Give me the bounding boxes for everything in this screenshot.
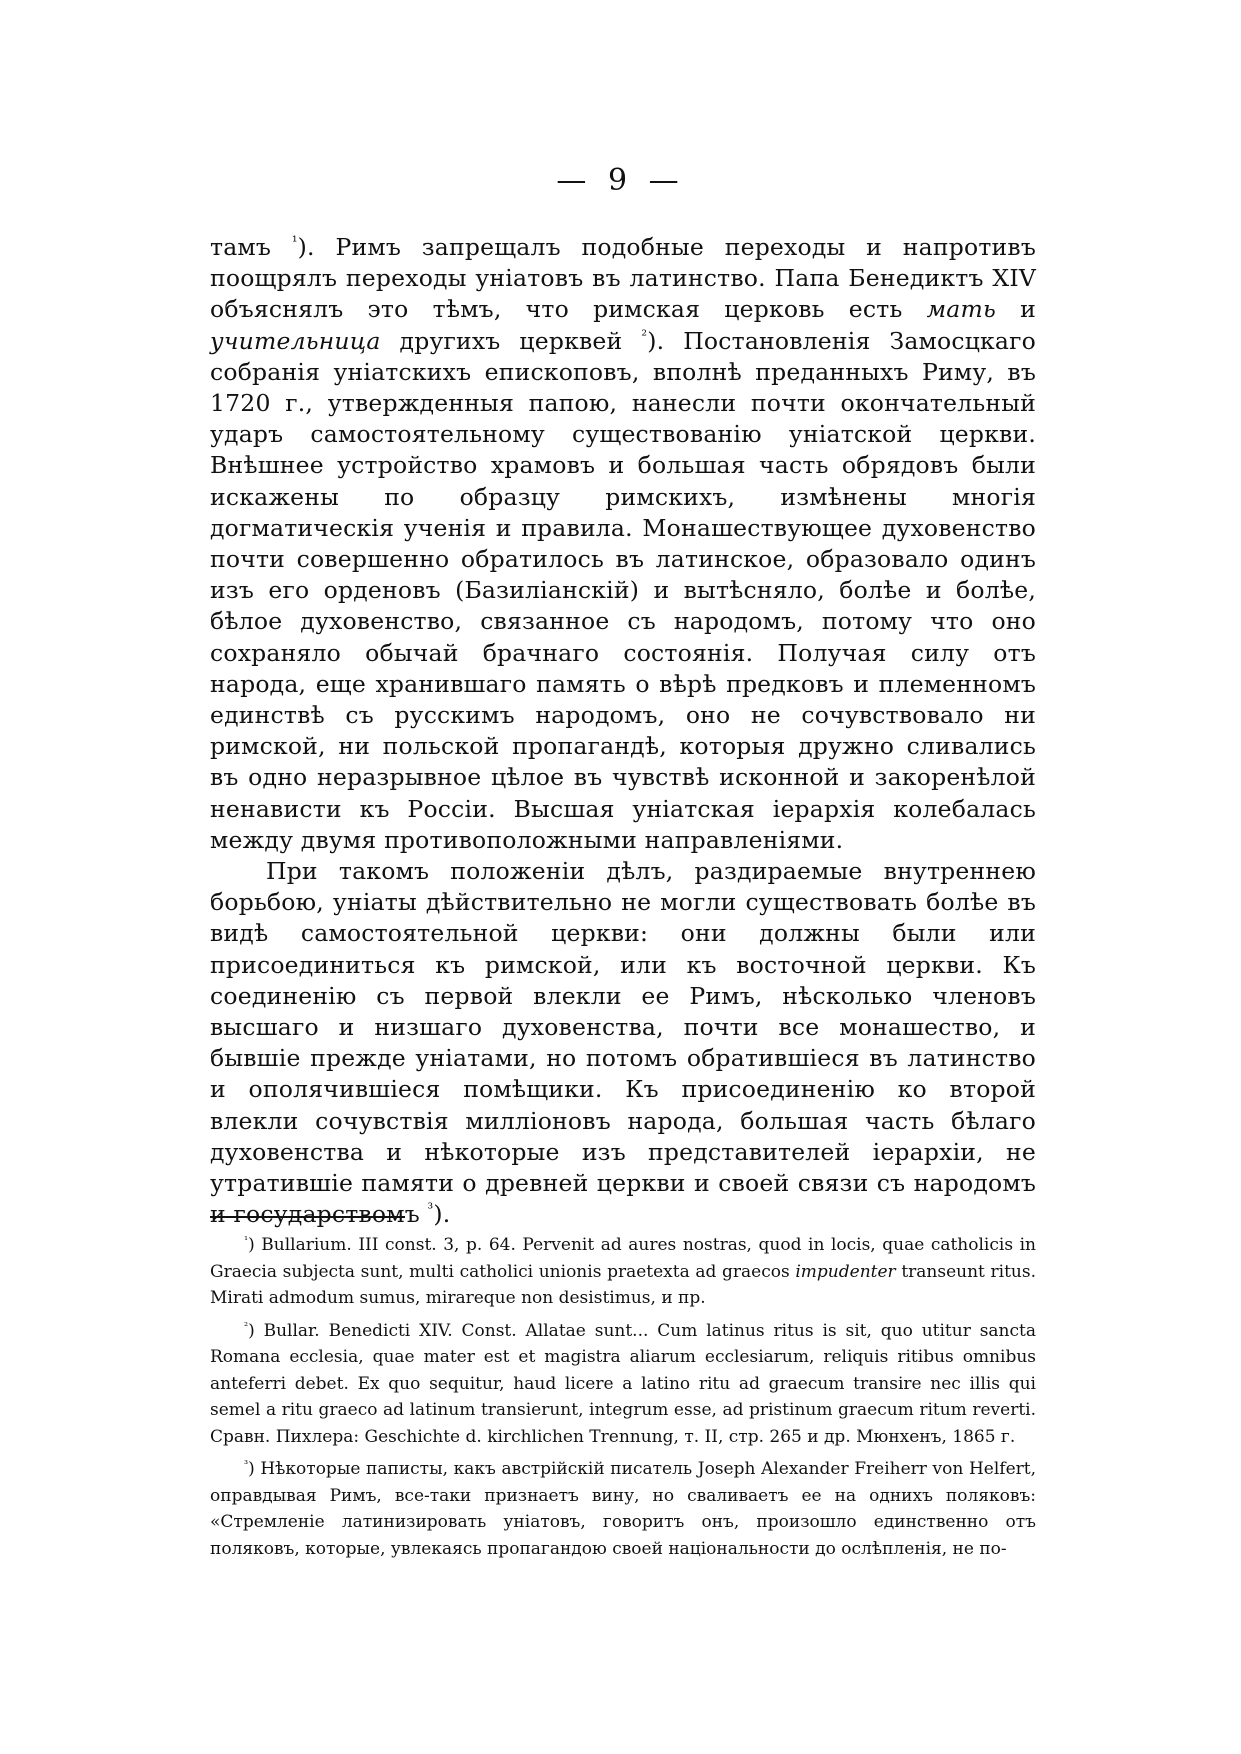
text-run: При такомъ положеніи дѣлъ, раздираемые внутреннею борьбою, уніаты дѣйствительно не могли существовать болѣе въ видѣ самостоятельной церкви: они должны были или присоединиться къ римской, или къ восточной церкви. Къ соединенію съ первой влекли ее Римъ, нѣсколько членовъ высшаго и низшаго духовенства, почти все монашество, и бывшіе прежде уніатами, но потомъ обратившіеся въ латинство и ополячившіеся помѣщики. Къ присоединенію ко второй влекли сочувствія милліоновъ народа, большая часть бѣлаго духовенства и нѣкоторые изъ представителей іерархіи, не утратившіе памяти о древней церкви и своей связи съ народомъ и государствомъ — [210, 857, 1036, 1229]
text-run: и — [995, 295, 1036, 324]
footnotes — [210, 1232, 1036, 1568]
footnote-ref-3: ³ — [427, 1201, 434, 1218]
footnote-ref-1: ¹ — [291, 234, 298, 251]
footnote-3 — [210, 1456, 1036, 1562]
footnote-mark: ¹ — [244, 1235, 249, 1247]
footnote-1 — [210, 1232, 1036, 1312]
text-run: другихъ церквей — [380, 326, 642, 355]
footnote-mark: ³ — [244, 1459, 249, 1471]
text-run: ). Постановленія Замосцкаго собранія уніатскихъ епископовъ, вполнѣ преданныхъ Риму, въ 1720 г., утвержденныя папою, нанесли почти окончательный ударъ самостоятельному существованію уніатской церкви. Внѣшнее устройство храмовъ и большая часть обрядовъ были искажены по образцу римскихъ, измѣнены многія догматическія ученія и правила. Монашествующее духовенство почти совершенно обратилось въ латинское, образовало одинъ изъ его орденовъ (Базиліанскій) и вытѣсняло, болѣе и болѣе, бѣлое духовенство, связанное съ народомъ, потому что оно сохраняло обычай брачнаго состоянія. Получая силу отъ народа, еще хранившаго память о вѣрѣ предковъ и племенномъ единствѣ съ русскимъ народомъ, оно не сочувствовало ни римской, ни польской пропагандѣ, которыя дружно сливались въ одно неразрывное цѣлое въ чувствѣ исконной и закоренѣлой ненависти къ Россіи. Высшая уніатская іерархія колебалась между двумя противоположными направленіями. — [210, 326, 1036, 854]
italic-term: мать — [926, 295, 996, 324]
footnote-mark: ² — [244, 1320, 249, 1332]
footnote-text: transeunt ritus. Mirati admodum sumus, mirareque non desistimus, и пр. — [210, 1261, 1036, 1308]
footnote-divider — [210, 1216, 405, 1218]
italic-term: impudenter — [795, 1261, 896, 1282]
footnote-text: ) Bullarium. III const. 3, p. 64. Pervenit ad aures nostras, quod in locis, quae catholicis in Graecia subjecta sunt, multi catholici unionis praetexta ad graecos — [210, 1235, 1036, 1282]
page-number: — 9 — — [556, 163, 685, 198]
footnote-text: ) Bullar. Benedicti XIV. Const. Allatae sunt... Cum latinus ritus is sit, quo utitur sancta Romana ecclesia, quae mater est et magistra aliarum ecclesiarum, reliquis ritibus omnibus anteferri debet. Ex quo sequitur, haud licere a latino ritu ad graecum transire nec illis qui semel a ritu graeco ad latinum transierunt, integrum esse, ad pristinum graecum ritum reverti. Сравн. Пихлера: Geschichte d. kirchlichen Trennung, т. II, стр. 265 и др. Мюнхенъ, 1865 г. — [210, 1320, 1036, 1447]
italic-term: учительница — [210, 326, 381, 355]
main-text — [210, 232, 1036, 1231]
footnote-2 — [210, 1318, 1036, 1451]
footnote-text: ) Нѣкоторые паписты, какъ австрійскій писатель Joseph Alexander Freiherr von Helfert, оправдывая Римъ, все-таки признаетъ вину, но сваливаетъ ее на однихъ поляковъ: «Стремленіе латинизировать уніатовъ, говоритъ онъ, произошло единственно отъ поляковъ, которые, увлекаясь пропагандою своей національности до ослѣпленія, не по- — [210, 1459, 1036, 1559]
text-run: ). Римъ запрещалъ подобные переходы и напротивъ поощрялъ переходы уніатовъ въ латинство. Папа Бенедиктъ XIV объяснялъ это тѣмъ, что римская церковь есть — [210, 233, 1036, 324]
text-run: ). — [433, 1200, 451, 1229]
paragraph-2 — [210, 856, 1036, 1230]
footnote-ref-2: ² — [641, 327, 648, 344]
text-run: тамъ — [210, 233, 292, 261]
paragraph-1 — [210, 232, 1036, 856]
